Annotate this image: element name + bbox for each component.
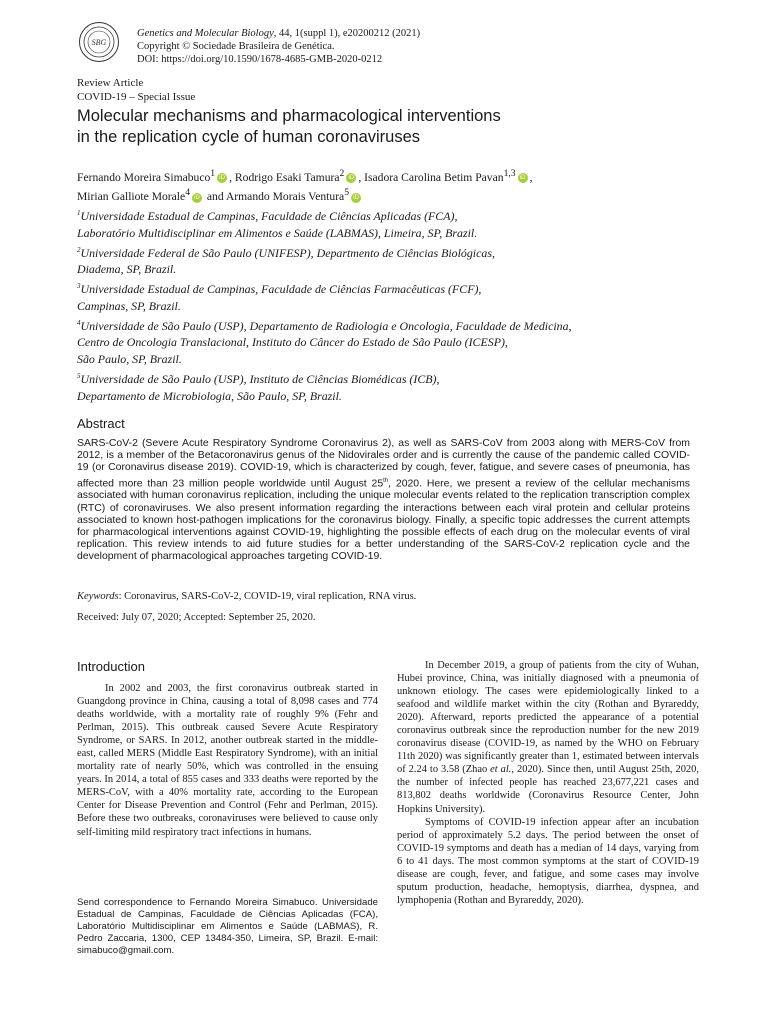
orcid-icon[interactable]: iD (351, 193, 361, 203)
sbg-seal-icon (81, 24, 117, 60)
logo-text: SBG (91, 38, 107, 47)
abstract-text (77, 438, 690, 564)
affiliation-line: Laboratório Multidisciplinar em Alimentos e Saúde (LABMAS), Limeira, SP, Brazil. (77, 225, 478, 240)
author-name: Armando Morais Ventura (225, 190, 345, 204)
orcid-icon[interactable]: iD (518, 173, 528, 183)
author-name: Mirian Galliote Morale (77, 190, 186, 204)
affiliation-line: Campinas, SP, Brazil. (77, 298, 181, 313)
affiliation-line: São Paulo, SP, Brazil. (77, 352, 182, 367)
affiliation-sup: 4 (77, 318, 81, 327)
article-title (77, 106, 677, 148)
journal-citation (137, 27, 420, 40)
article-type-block (77, 77, 195, 104)
orcid-icon[interactable]: iD (346, 173, 356, 183)
title-line-1: Molecular mechanisms and pharmacological interventions (77, 107, 501, 125)
keywords-text: : Coronavirus, SARS-CoV-2, COVID-19, viral replication, RNA virus. (118, 591, 417, 602)
author-name: Rodrigo Esaki Tamura (234, 170, 340, 184)
affiliation-2 (77, 242, 717, 279)
affiliation-line: Diadema, SP, Brazil. (77, 262, 177, 277)
author-sup: 1,3 (503, 168, 516, 179)
author-sup: 1 (210, 168, 216, 179)
author-sup: 4 (185, 187, 191, 199)
author-sup: 2 (339, 168, 345, 179)
journal-header (137, 27, 420, 66)
correspondence-note: Send correspondence to Fernando Moreira Simabuco. Universidade Estadual de Campinas, Faculdade de Ciências Aplicadas (FCA), Laboratório Multidisciplinar em Alimentos e Saúde (LABMAS), R. Pedro Zaccaria, 1300, CEP 13484-350, Limeira, SP, Brazil. E-mail: simabuco@gmail.com. (77, 897, 378, 956)
abstract-heading: Abstract (77, 416, 125, 431)
separator: and (204, 190, 226, 204)
affiliation-5 (77, 368, 717, 405)
author-name: Isadora Carolina Betim Pavan (364, 170, 504, 184)
affiliation-line: Universidade Estadual de Campinas, Faculdade de Ciências Farmacêuticas (FCF), (80, 282, 482, 297)
author-list (77, 166, 697, 205)
affiliation-4 (77, 315, 717, 368)
abstract-sup: th (383, 477, 389, 484)
citation-details: , 44, 1(suppl 1), e20200212 (2021) (273, 28, 421, 39)
affiliation-line: Universidade de São Paulo (USP), Departamento de Radiologia e Oncologia, Faculdade de Medicina, (80, 318, 572, 333)
body-paragraph: Symptoms of COVID-19 infection appear after an incubation period of approximately 5.2 days. The period between the onset of COVID-19 symptoms and death has a median of 14 days, varying from 6 to 41 days. The most common symptoms at the start of COVID-19 disease are cough, fever, and fatigue, and some cases may involve sputum production, headache, hemoptysis, diarrhea, dyspnea, and lymphopenia (Rothan and Byrareddy, 2020). (397, 816, 699, 906)
abstract-part: , 2020. Here, we present a review of the cellular mechanisms associated with human coronavirus replication, including the unique molecular events related to the replication transcription complex (RTC) of coronaviruses. We also present information regarding the interactions between each viral protein and cellular proteins associated to known host-pathogen implications for the coronavirus biology. Finally, a specific topic addresses the current attempts for pharmacological interventions against COVID-19, highlighting the possible effects of each drug on the molecular events of viral replication. This review intends to aid future studies for a better understanding of the SARS-CoV-2 replication cycle and the development of pharmacological approaches targeting COVID-19. (77, 478, 690, 563)
affiliation-line: Universidade de São Paulo (USP), Instituto de Ciências Biomédicas (ICB), (80, 372, 440, 387)
affiliation-1 (77, 205, 717, 242)
copyright: Copyright © Sociedade Brasileira de Genética. (137, 41, 335, 52)
paragraph-text: In December 2019, a group of patients from the city of Wuhan, Hubei province, China, was initially diagnosed with a pneumonia of unknown etiology. The cases were epidemiologically linked to a seafood and wildlife market within the city (Rothan and Byrareddy, 2020). Afterward, reports predicted the appearance of a potential coronavirus outbreak since the reproduction number for the new 2019 coronavirus disease (COVID-19, as named by the WHO on February 11th 2020) was significantly greater than 1, estimated between intervals of 2.24 to 3.58 (Zhao (397, 660, 699, 776)
keywords (77, 591, 416, 602)
separator: , (358, 170, 365, 184)
journal-logo (79, 22, 119, 62)
body-paragraph: In 2002 and 2003, the first coronavirus outbreak started in Guangdong province in China, causing a total of 8,098 cases and 774 deaths worldwide, with a mortality rate of roughly 9% (Fehr and Perlman, 2015). This outbreak caused Severe Acute Respiratory Syndrome, or SARS. In 2012, another outbreak started in the middle-east, called MERS (Middle East Respiratory Syndrome), with an initial mortality rate of nearly 50%, which was controlled in the ensuing years. In 2014, a total of 855 cases and 333 deaths were reported by the MERS-CoV, with a 40% mortality rate, according to the European Center for Disease Prevention and Control (Fehr and Perlman, 2015). Before these two outbreaks, coronaviruses were believed to cause only self-limiting mild respiratory tract infections in humans. (77, 683, 378, 838)
left-column (77, 659, 378, 839)
affiliation-line: Departamento de Microbiologia, São Paulo, SP, Brazil. (77, 388, 342, 403)
affiliation-line: Universidade Estadual de Campinas, Faculdade de Ciências Aplicadas (FCA), (80, 208, 458, 223)
paragraph-italic: et al. (490, 764, 512, 776)
separator: , (229, 170, 235, 184)
abstract-part: SARS-CoV-2 (Severe Acute Respiratory Syndrome Coronavirus 2), as well as SARS-CoV from 2003 along with MERS-CoV from 2012, is a member of the Betacoronavirus genus of the Nidovirales order and is currently the cause of the pandemic called COVID-19 (or Coronavirus disease 2019). COVID-19, which is characterized by cough, fever, fatigue, and severe cases of pneumonia, has affected more than 23 million people worldwide until August 25 (77, 438, 690, 490)
special-issue: COVID-19 – Special Issue (77, 90, 196, 103)
article-type: Review Article (77, 77, 144, 89)
author-name: Fernando Moreira Simabuco (77, 170, 211, 184)
affiliation-sup: 2 (77, 245, 81, 254)
received-dates: Received: July 07, 2020; Accepted: September 25, 2020. (77, 612, 316, 623)
keywords-label: Keywords (77, 591, 119, 602)
paragraph-text: , 2020). Since then, until August 25th, 2020, the number of infected people has reached 23,677,221 cases and 813,802 deaths worldwide (Coronavirus Resource Center, John Hopkins University). (397, 764, 699, 815)
right-column (397, 659, 699, 907)
orcid-icon[interactable]: iD (192, 193, 202, 203)
affiliation-sup: 1 (77, 209, 81, 217)
affiliation-3 (77, 278, 717, 315)
author-sup: 5 (344, 187, 350, 199)
affiliation-line: Universidade Federal de São Paulo (UNIFESP), Departmento de Ciências Biológicas, (80, 245, 495, 260)
body-paragraph (397, 659, 699, 816)
affiliation-sup: 3 (77, 282, 81, 291)
affiliation-list (77, 205, 717, 405)
doi-link[interactable]: DOI: https://doi.org/10.1590/1678-4685-GMB-2020-0212 (137, 54, 383, 65)
title-line-2: in the replication cycle of human coronaviruses (77, 128, 421, 146)
separator: , (529, 170, 533, 184)
affiliation-sup: 5 (77, 372, 81, 381)
journal-title: Genetics and Molecular Biology (137, 28, 274, 39)
orcid-icon[interactable]: iD (217, 173, 227, 183)
affiliation-line: Centro de Oncologia Translacional, Instituto do Câncer do Estado de São Paulo (ICESP), (77, 335, 508, 350)
introduction-heading: Introduction (77, 659, 145, 674)
